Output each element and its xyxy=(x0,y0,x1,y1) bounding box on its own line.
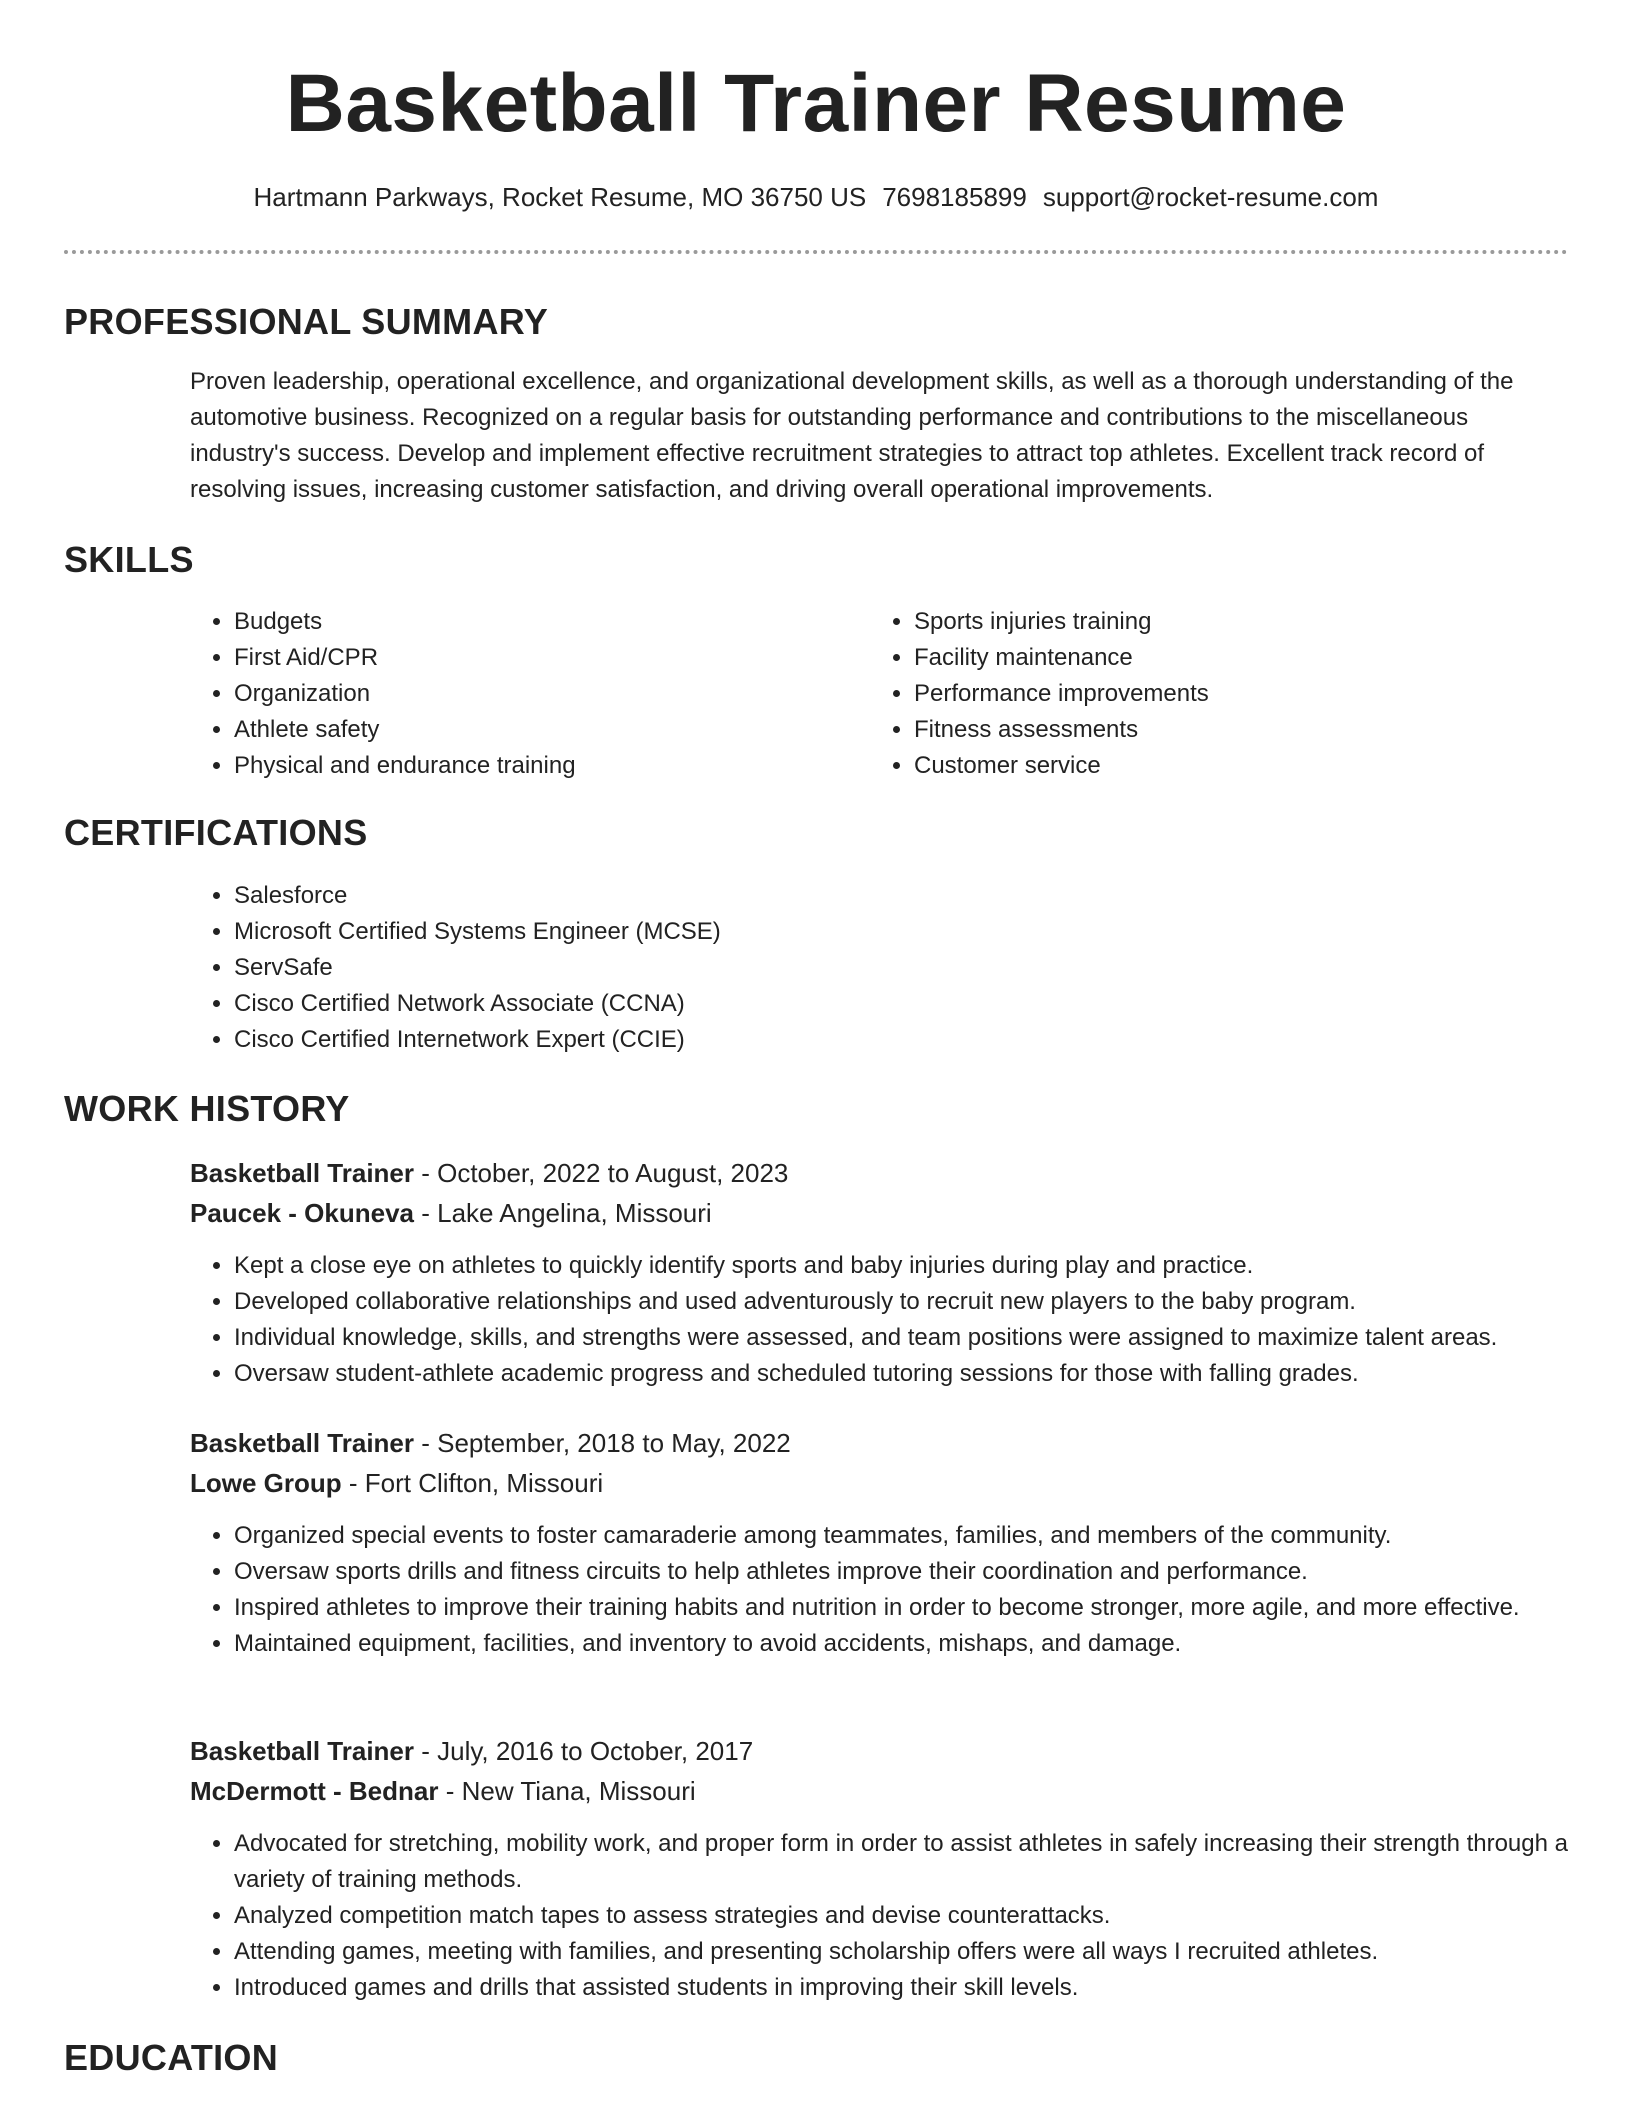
skills-list-left xyxy=(190,604,874,784)
job-company-line xyxy=(190,1195,712,1231)
resume-title: Basketball Trainer Resume xyxy=(285,58,1347,149)
list-item: • Organized special events to foster camaraderie among teammates, families, and members of the community. xyxy=(234,1518,1632,1554)
job-location: - Fort Clifton, Missouri xyxy=(341,1468,604,1498)
list-item: • Facility maintenance xyxy=(914,640,1554,676)
job-bullets xyxy=(190,1826,1632,2006)
header-divider xyxy=(64,250,1568,254)
list-item: • Analyzed competition match tapes to assess strategies and devise counterattacks. xyxy=(234,1898,1632,1934)
list-item: • Fitness assessments xyxy=(914,712,1554,748)
job-bullets xyxy=(190,1248,1632,1392)
job-dates: - October, 2022 to August, 2023 xyxy=(414,1158,789,1188)
job-company: Lowe Group xyxy=(190,1468,342,1498)
job-dates: - September, 2018 to May, 2022 xyxy=(414,1428,791,1458)
list-item: • Cisco Certified Internetwork Expert (CCIE) xyxy=(234,1022,1534,1058)
work-history-heading: WORK HISTORY xyxy=(64,1088,350,1129)
list-item: • Oversaw sports drills and fitness circuits to help athletes improve their coordination and performance. xyxy=(234,1554,1632,1590)
list-item: • Individual knowledge, skills, and strengths were assessed, and team positions were assigned to maximize talent areas. xyxy=(234,1320,1632,1356)
job-company-line xyxy=(190,1465,603,1501)
list-item: • Performance improvements xyxy=(914,676,1554,712)
list-item: • Microsoft Certified Systems Engineer (MCSE) xyxy=(234,914,1534,950)
education-heading: EDUCATION xyxy=(64,2037,279,2078)
job-title: Basketball Trainer xyxy=(190,1736,414,1766)
contact-address: Hartmann Parkways, Rocket Resume, MO 36750 US xyxy=(253,182,867,212)
list-item: • Maintained equipment, facilities, and inventory to avoid accidents, mishaps, and damage. xyxy=(234,1626,1632,1662)
job-company: Paucek - Okuneva xyxy=(190,1198,414,1228)
list-item: • Physical and endurance training xyxy=(234,748,874,784)
list-item: • Attending games, meeting with families, and presenting scholarship offers were all ways I recruited athletes. xyxy=(234,1934,1632,1970)
job-location: - Lake Angelina, Missouri xyxy=(414,1198,712,1228)
list-item: • Salesforce xyxy=(234,878,1534,914)
job-dates: - July, 2016 to October, 2017 xyxy=(414,1736,754,1766)
list-item: • Oversaw student-athlete academic progress and scheduled tutoring sessions for those with falling grades. xyxy=(234,1356,1632,1392)
contact-info xyxy=(0,180,1632,214)
certifications-heading: CERTIFICATIONS xyxy=(64,812,368,853)
list-item: • Cisco Certified Network Associate (CCNA) xyxy=(234,986,1534,1022)
certifications-list xyxy=(190,878,1534,1058)
list-item: • Athlete safety xyxy=(234,712,874,748)
skills-heading: SKILLS xyxy=(64,539,194,580)
list-item: • Sports injuries training xyxy=(914,604,1554,640)
job-title: Basketball Trainer xyxy=(190,1428,414,1458)
skills-list-right xyxy=(870,604,1554,784)
summary-text: Proven leadership, operational excellence, and organizational development skills, as well as a thorough understanding of the automotive business. Recognized on a regular basis for outstanding performance and contributions to the miscellaneous industry's success. Develop and implement effective recruitment strategies to attract top athletes. Excellent track record of resolving issues, increasing customer satisfaction, and driving overall operational improvements. xyxy=(190,368,1514,503)
job-title-line xyxy=(190,1425,791,1461)
list-item: • Kept a close eye on athletes to quickly identify sports and baby injuries during play and practice. xyxy=(234,1248,1632,1284)
list-item: • Customer service xyxy=(914,748,1554,784)
list-item: • Advocated for stretching, mobility work, and proper form in order to assist athletes in safely increasing their strength through a variety of training methods. xyxy=(234,1826,1632,1898)
contact-phone: 7698185899 xyxy=(882,182,1027,212)
list-item: • Introduced games and drills that assisted students in improving their skill levels. xyxy=(234,1970,1632,2006)
job-title-line xyxy=(190,1733,753,1769)
job-title-line xyxy=(190,1155,788,1191)
job-title: Basketball Trainer xyxy=(190,1158,414,1188)
list-item: • Inspired athletes to improve their training habits and nutrition in order to become stronger, more agile, and more effective. xyxy=(234,1590,1632,1626)
job-bullets xyxy=(190,1518,1632,1662)
list-item: • Developed collaborative relationships and used adventurously to recruit new players to the baby program. xyxy=(234,1284,1632,1320)
list-item: • Organization xyxy=(234,676,874,712)
job-company: McDermott - Bednar xyxy=(190,1776,439,1806)
summary-heading: PROFESSIONAL SUMMARY xyxy=(64,301,549,342)
list-item: • ServSafe xyxy=(234,950,1534,986)
list-item: • Budgets xyxy=(234,604,874,640)
list-item: • First Aid/CPR xyxy=(234,640,874,676)
contact-email: support@rocket-resume.com xyxy=(1042,182,1379,212)
job-company-line xyxy=(190,1773,696,1809)
job-location: - New Tiana, Missouri xyxy=(438,1776,696,1806)
